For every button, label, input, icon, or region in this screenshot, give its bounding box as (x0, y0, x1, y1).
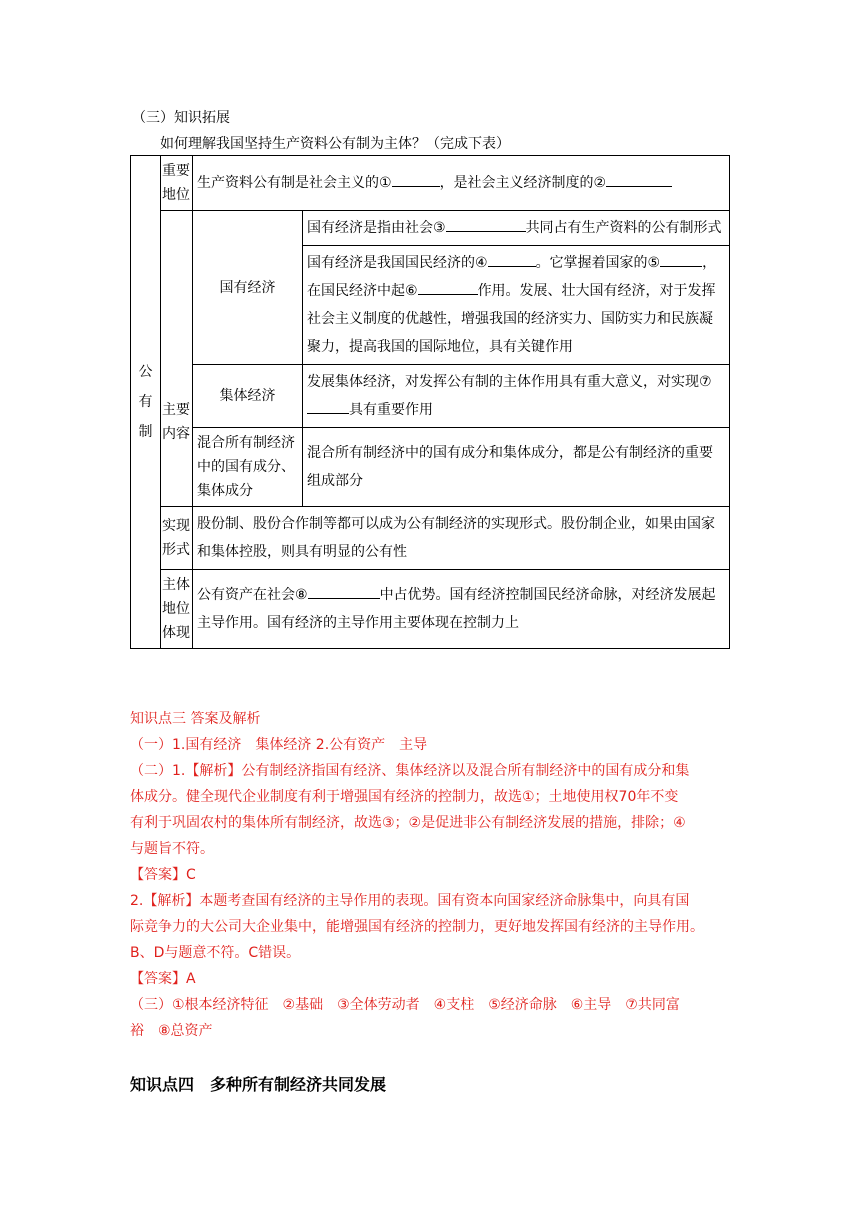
realization-cell: 股份制、股份合作制等都可以成为公有制经济的实现形式。股份制企业，如果由国家和集体控股，则具有明显的公有性 (193, 507, 730, 570)
question-text: 如何理解我国坚持生产资料公有制为主体？（完成下表） (160, 136, 510, 152)
importance-text-b: ，是社会主义经济制度的② (439, 175, 607, 191)
state-r2-a: 国有经济是我国国民经济的④ (307, 255, 488, 271)
blank-4 (488, 252, 536, 267)
dominance-text-b: 中占优势。国有经济控制国民经济命脉，对经济发展起主导作用。国有经济的主导作用主要体现在控制力上 (197, 587, 716, 631)
answers-title: 知识点三 答案及解析 (130, 711, 261, 727)
answers-part3-line: （三）①根本经济特征 ②基础 ③全体劳动者 ④支柱 ⑤经济命脉 ⑥主导 ⑦共同富 (130, 997, 680, 1013)
dominance-cell (193, 570, 730, 649)
state-economy-def-cell (303, 211, 730, 246)
answers-part2-q1-line: 与题旨不符。 (130, 841, 214, 857)
realization-label: 实现形式 (161, 507, 193, 570)
importance-cell (193, 156, 730, 211)
state-economy-label: 国有经济 (193, 211, 303, 365)
public-ownership-header (131, 156, 161, 649)
mixed-economy-cell: 混合所有制经济中的国有成分和集体成分，都是公有制经济的重要组成部分 (303, 428, 730, 507)
collective-economy-label: 集体经济 (193, 365, 303, 428)
table-row (131, 211, 730, 246)
importance-text-a: 生产资料公有制是社会主义的① (197, 175, 392, 191)
state-r1-a: 国有经济是指由社会③ (307, 220, 446, 236)
table-row (131, 507, 730, 570)
blank-8 (308, 584, 380, 599)
table-row (131, 156, 730, 211)
state-r2-b: 。它掌握着国家的⑤ (535, 255, 661, 271)
answers-part2-q2-line: 2.【解析】本题考查国有经济的主导作用的表现。国有资本向国家经济命脉集中，向具有国 (130, 893, 690, 909)
blank-5 (660, 252, 702, 267)
answers-part1: （一）1.国有经济 集体经济 2.公有资产 主导 (130, 737, 428, 753)
mixed-economy-label: 混合所有制经济中的国有成分、集体成分 (193, 428, 303, 507)
state-economy-role-cell (303, 246, 730, 365)
table-row (131, 428, 730, 507)
blank-6 (418, 280, 478, 295)
table-row (131, 570, 730, 649)
blank-7 (307, 399, 349, 414)
answers-part2-q2-line: B、D与题意不符。C错误。 (130, 945, 301, 961)
collective-text-a: 发展集体经济，对发挥公有制的主体作用具有重大意义，对实现⑦ (307, 374, 712, 390)
section-heading-extension: （三）知识拓展 (132, 110, 230, 126)
q2-answer: 【答案】A (130, 971, 196, 987)
blank-2 (606, 172, 672, 187)
collective-economy-cell (303, 365, 730, 428)
answers-part2-q2-line: 际竞争力的大公司大企业集中，能增强国有经济的控制力，更好地发挥国有经济的主导作用。 (130, 919, 704, 935)
q1-answer: 【答案】C (130, 867, 196, 883)
answers-part2-q1-line: 体成分。健全现代企业制度有利于增强国有经济的控制力，故选①；土地使用权70年不变 (130, 789, 679, 805)
answers-part2-q1-line: （二）1.【解析】公有制经济指国有经济、集体经济以及混合所有制经济中的国有成分和集 (130, 763, 690, 779)
collective-text-b: 具有重要作用 (349, 402, 433, 418)
dominance-label: 主体地位体现 (161, 570, 193, 649)
state-r2-c: ，在国民经济中起⑥ (307, 255, 717, 299)
importance-label: 重要地位 (161, 156, 193, 211)
main-content-label (161, 211, 193, 507)
answers-part3-line: 裕 ⑧总资产 (130, 1023, 213, 1039)
main-content-label-text: 主要内容 (162, 402, 190, 442)
state-r2-d: 作用。发展、壮大国有经济，对于发挥社会主义制度的优越性，增强我国的经济实力、国防实力和民族凝聚力，提高我国的国际地位，具有关键作用 (307, 283, 716, 355)
dominance-text-a: 公有资产在社会⑧ (197, 587, 308, 603)
state-r1-b: 共同占有生产资料的公有制形式 (525, 220, 722, 236)
blank-3 (446, 217, 526, 232)
answers-section (130, 706, 732, 1044)
next-section-title: 知识点四 多种所有制经济共同发展 (130, 1075, 387, 1094)
knowledge-table (130, 155, 730, 649)
answers-part2-q1-line: 有利于巩固农村的集体所有制经济，故选③；②是促进非公有制经济发展的措施，排除；④ (130, 815, 686, 831)
main-header-text: 公有制 (138, 364, 153, 440)
table-row (131, 365, 730, 428)
blank-1 (392, 172, 440, 187)
